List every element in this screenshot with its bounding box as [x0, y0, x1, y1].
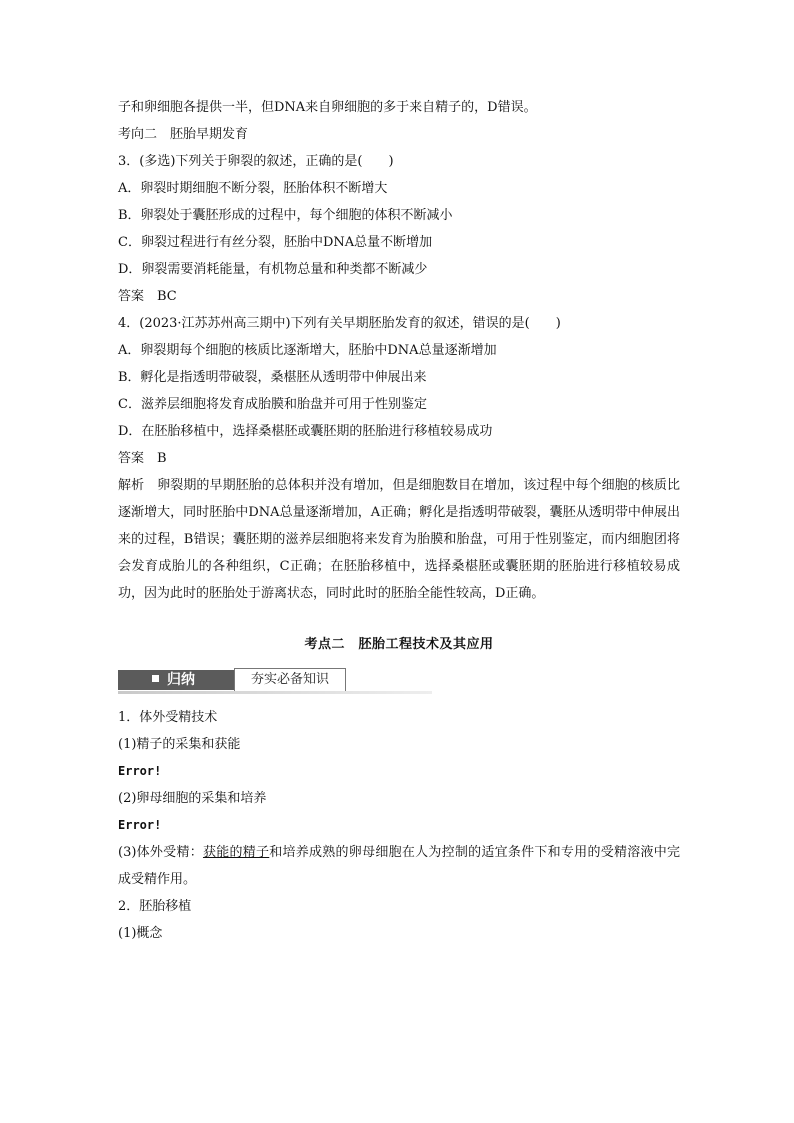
ivf-sub2: (2)卵母细胞的采集和培养 — [118, 791, 267, 806]
question-stem: 4．(2023·江苏苏州高三期中)下列有关早期胚胎发育的叙述，错误的是( ) — [118, 316, 561, 331]
error-placeholder-1: Error! — [118, 764, 162, 778]
option-d: D．卵裂需要消耗能量，有机物总量和种类都不断减少 — [118, 262, 428, 277]
ivf-sub3-prefix: (3)体外受精： — [118, 845, 203, 860]
spacer — [118, 607, 680, 631]
question-stem: 3．(多选)下列关于卵裂的叙述，正确的是( ) — [118, 154, 394, 169]
question-3 — [118, 148, 680, 310]
banner-label-light: 夯实必备知识 — [234, 668, 346, 692]
question-4 — [118, 310, 680, 607]
option-c: C．卵裂过程进行有丝分裂，胚胎中DNA总量不断增加 — [118, 235, 433, 250]
error-placeholder-2: Error! — [118, 818, 162, 832]
ivf-heading: 1．体外受精技术 — [118, 710, 218, 725]
option-a: A．卵裂期每个细胞的核质比逐渐增大，胚胎中DNA总量逐渐增加 — [118, 343, 497, 358]
ivf-sub1: (1)精子的采集和获能 — [118, 737, 241, 752]
square-bullet-icon — [152, 675, 159, 682]
subtopic-heading: 考向二 胚胎早期发育 — [118, 127, 249, 142]
option-d: D．在胚胎移植中，选择桑椹胚或囊胚期的胚胎进行移植较易成功 — [118, 424, 493, 439]
spacer — [118, 694, 680, 704]
transfer-sub1: (1)概念 — [118, 926, 163, 941]
section-title: 考点二 胚胎工程技术及其应用 — [304, 637, 494, 652]
document-page — [118, 94, 680, 947]
option-a: A．卵裂时期细胞不断分裂，胚胎体积不断增大 — [118, 181, 388, 196]
transfer-heading: 2．胚胎移植 — [118, 899, 192, 914]
banner-underline — [118, 691, 432, 694]
answer: 答案 BC — [118, 289, 177, 304]
ivf-sub3-rest: 和培养成熟的卵母细胞在人为控制的适宜条件下和专用的受精溶液中完成受精作用。 — [118, 845, 680, 887]
summary-banner — [118, 668, 434, 694]
ivf-section — [118, 704, 680, 893]
ivf-sub3 — [118, 839, 680, 893]
banner-left-text: 归纳 — [167, 672, 195, 688]
ivf-sub3-underlined: 获能的精子 — [202, 845, 270, 860]
embryo-transfer-section — [118, 893, 680, 947]
answer: 答案 B — [118, 451, 167, 466]
banner-label-dark — [118, 670, 234, 690]
option-c: C．滋养层细胞将发育成胎膜和胎盘并可用于性别鉴定 — [118, 397, 427, 412]
option-b: B．卵裂处于囊胚形成的过程中，每个细胞的体积不断减小 — [118, 208, 453, 223]
option-b: B．孵化是指透明带破裂，桑椹胚从透明带中伸展出来 — [118, 370, 427, 385]
analysis-paragraph: 解析 卵裂期的早期胚胎的总体积并没有增加，但是细胞数目在增加，该过程中每个细胞的核质比逐渐增大，同时胚胎中DNA总量逐渐增加，A正确；孵化是指透明带破裂，囊胚从透明带中伸展出来的过程，B错误；囊胚期的滋养层细胞将来发育为胎膜和胎盘，可用于性别鉴定，而内细胞团将会发育成胎儿的各种组织，C正确；在胚胎移植中，选择桑椹胚或囊胚期的胚胎进行移植较易成功，因为此时的胚胎处于游离状态，同时此时的胚胎全能性较高，D正确。 — [118, 478, 680, 601]
intro-line: 子和卵细胞各提供一半，但DNA来自卵细胞的多于来自精子的，D错误。 — [118, 100, 537, 115]
